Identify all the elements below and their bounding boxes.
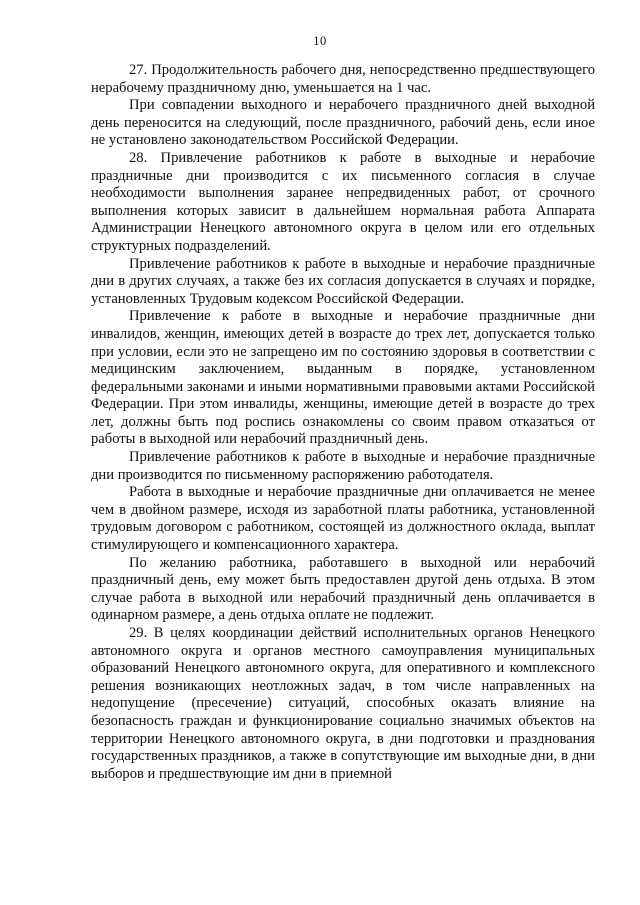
paragraph-holiday-coincidence: При совпадении выходного и нерабочего праздничного дней выходной день переносится на следующий, после праздничного, рабочий день, если иное не установлено законодательством Российской Федерации. xyxy=(91,97,595,149)
paragraph-double-pay: Работа в выходные и нерабочие праздничные дни оплачивается не менее чем в двойном размере, исходя из заработной платы работника, установленной трудовым договором с работником, состоящей из должностного оклада, выплат стимулирующего и компенсационного характера. xyxy=(91,484,595,554)
paragraph-day-off: По желанию работника, работавшего в выходной или нерабочий праздничный день, ему может быть предоставлен другой день отдыха. В этом случае работа в выходной или нерабочий праздничный день оплачивается в одинарном размере, а день отдыха оплате не подлежит. xyxy=(91,554,595,624)
document-body xyxy=(91,62,595,783)
paragraph-29-coordination: 29. В целях координации действий исполнительных органов Ненецкого автономного округа и органов местного самоуправления муниципальных образований Ненецкого автономного округа, для оперативного и комплексного решения возникающих неотложных задач, в том числе направленных на недопущение (пресечение) ситуаций, способных оказать влияние на безопасность граждан и функционирование социально значимых объектов на территории Ненецкого автономного округа, в дни подготовки и празднования государственных праздников, а также в сопутствующие им выходные дни, в дни выборов и предшествующие им дни в приемной xyxy=(91,625,595,782)
paragraph-28-weekend-work: 28. Привлечение работников к работе в выходные и нерабочие праздничные дни производится с их письменного согласия в случае необходимости выполнения заранее непредвиденных работ, от срочного выполнения которых зависит в дальнейшем нормальная работа Аппарата Администрации Ненецкого автономного округа в целом или его отдельных структурных подразделений. xyxy=(91,149,595,254)
paragraph-employer-order: Привлечение работников к работе в выходные и нерабочие праздничные дни производится по письменному распоряжению работодателя. xyxy=(91,449,595,483)
paragraph-disabled-women: Привлечение к работе в выходные и нерабочие праздничные дни инвалидов, женщин, имеющих детей в возрасте до трех лет, допускается только при условии, если это не запрещено им по состоянию здоровья в соответствии с медицинским заключением, выданным в порядке, установленном федеральными законами и иными нормативными правовыми актами Российской Федерации. При этом инвалиды, женщины, имеющие детей в возрасте до трех лет, должны быть под роспись ознакомлены со своим правом отказаться от работы в выходной или нерабочий праздничный день. xyxy=(91,308,595,448)
page-number: 10 xyxy=(313,34,327,48)
paragraph-27-duration: 27. Продолжительность рабочего дня, непосредственно предшествующего нерабочему праздничному дню, уменьшается на 1 час. xyxy=(91,62,595,96)
paragraph-other-cases: Привлечение работников к работе в выходные и нерабочие праздничные дни в других случаях, а также без их согласия допускается в случаях и порядке, установленных Трудовым кодексом Российской Федерации. xyxy=(91,255,595,307)
